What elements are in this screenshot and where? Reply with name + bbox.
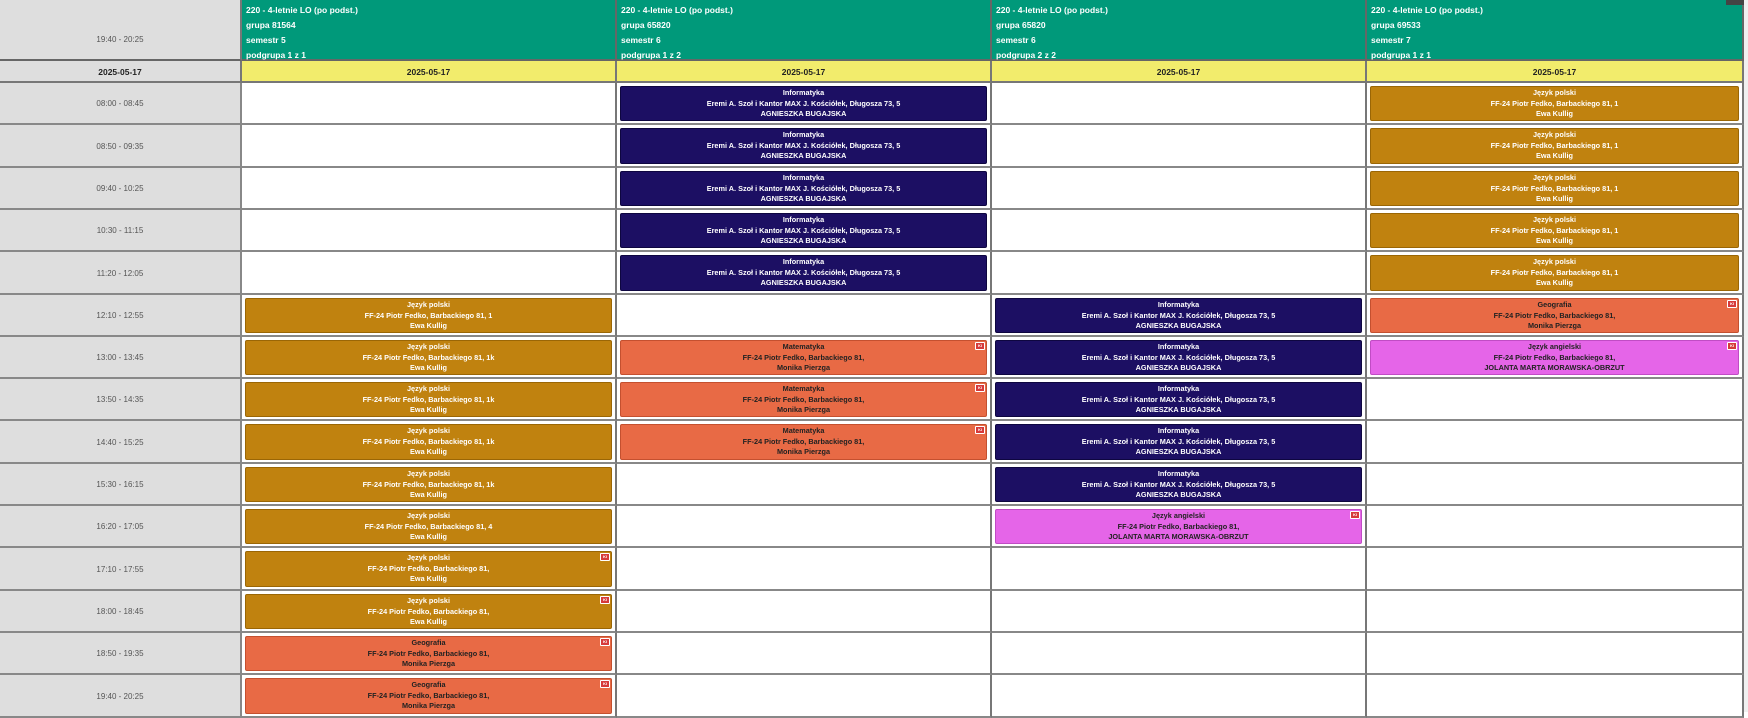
lesson-location: FF-24 Piotr Fedko, Barbackiego 81, 4 <box>364 521 493 531</box>
lesson-block[interactable] <box>995 509 1362 544</box>
lesson-location: FF-24 Piotr Fedko, Barbackiego 81, 1 <box>1490 140 1619 150</box>
group-header-1 <box>242 0 617 61</box>
lesson-subject: Informatyka <box>782 173 825 182</box>
timetable-slot[interactable] <box>1367 548 1744 591</box>
lesson-teacher: Ewa Kullig <box>410 574 447 583</box>
timetable-slot[interactable] <box>1367 421 1744 464</box>
lesson-teacher: AGNIESZKA BUGAJSKA <box>760 109 847 118</box>
timetable-slot[interactable] <box>242 168 617 210</box>
group-header-line: semestr 7 <box>1371 35 1411 45</box>
lesson-subject: Matematyka <box>782 426 825 435</box>
time-label: 14:40 - 15:25 <box>0 421 242 464</box>
lesson-teacher: Monika Pierzga <box>401 659 456 668</box>
timetable-slot[interactable] <box>992 125 1367 168</box>
timetable-slot[interactable] <box>617 464 992 506</box>
lesson-block[interactable] <box>620 340 987 375</box>
lesson-teacher: Ewa Kullig <box>1536 194 1573 203</box>
group-header-line: grupa 65820 <box>996 20 1046 30</box>
lesson-location: FF-24 Piotr Fedko, Barbackiego 81, 1k <box>362 436 495 446</box>
group-header-line: grupa 81564 <box>246 20 296 30</box>
ki-badge-icon: KI <box>975 426 985 434</box>
group-header-line: podgrupa 1 z 1 <box>246 50 306 60</box>
scrollbar-thumb[interactable] <box>1726 0 1744 5</box>
lesson-teacher: Ewa Kullig <box>1536 109 1573 118</box>
group-header-4 <box>1367 0 1744 61</box>
lesson-teacher: Ewa Kullig <box>1536 151 1573 160</box>
lesson-subject: Język angielski <box>1527 342 1582 351</box>
timetable-slot[interactable] <box>617 633 992 675</box>
group-header-line: 220 - 4-letnie LO (po podst.) <box>621 5 733 15</box>
lesson-subject: Geografia <box>1537 300 1572 309</box>
timetable-slot[interactable] <box>992 591 1367 633</box>
lesson-location: Eremi A. Szoł i Kantor MAX J. Kościółek, Długosza 73, 5 <box>1081 352 1276 362</box>
lesson-subject: Język polski <box>407 342 450 351</box>
lesson-block[interactable] <box>620 213 987 248</box>
ki-badge-icon: KI <box>1727 300 1737 308</box>
ki-badge-icon: KI <box>975 342 985 350</box>
lesson-block[interactable] <box>620 171 987 206</box>
lesson-teacher: AGNIESZKA BUGAJSKA <box>760 194 847 203</box>
lesson-block[interactable] <box>1370 128 1739 164</box>
lesson-teacher: Ewa Kullig <box>410 617 447 626</box>
lesson-subject: Język polski <box>407 511 450 520</box>
scrollbar-track[interactable] <box>1744 0 1748 712</box>
lesson-block[interactable] <box>995 340 1362 375</box>
timetable-slot[interactable] <box>992 252 1367 295</box>
group-header-line: semestr 6 <box>621 35 661 45</box>
lesson-block[interactable] <box>245 298 612 333</box>
lesson-block[interactable] <box>245 509 612 544</box>
lesson-location: Eremi A. Szoł i Kantor MAX J. Kościółek, Długosza 73, 5 <box>706 140 901 150</box>
lesson-teacher: AGNIESZKA BUGAJSKA <box>1135 405 1222 414</box>
time-label: 15:30 - 16:15 <box>0 464 242 506</box>
ki-badge-icon: KI <box>1727 342 1737 350</box>
lesson-block[interactable] <box>620 128 987 164</box>
lesson-block[interactable] <box>245 594 612 629</box>
lesson-subject: Matematyka <box>782 342 825 351</box>
lesson-block[interactable] <box>1370 340 1739 375</box>
group-header-line: podgrupa 2 z 2 <box>996 50 1056 60</box>
lesson-teacher: AGNIESZKA BUGAJSKA <box>760 278 847 287</box>
lesson-location: FF-24 Piotr Fedko, Barbackiego 81, 1 <box>364 310 493 320</box>
timetable-slot[interactable] <box>992 633 1367 675</box>
lesson-subject: Język polski <box>1533 130 1576 139</box>
lesson-subject: Informatyka <box>1157 342 1200 351</box>
lesson-teacher: Ewa Kullig <box>410 321 447 330</box>
lesson-subject: Język polski <box>407 469 450 478</box>
time-label: 12:10 - 12:55 <box>0 295 242 337</box>
corner-time-label: 19:40 - 20:25 <box>0 0 242 61</box>
group-date-1: 2025-05-17 <box>242 61 617 83</box>
lesson-subject: Język polski <box>407 426 450 435</box>
lesson-block[interactable] <box>995 424 1362 460</box>
timetable-slot[interactable] <box>242 125 617 168</box>
lesson-teacher: Monika Pierzga <box>401 701 456 710</box>
lesson-subject: Język polski <box>407 300 450 309</box>
lesson-block[interactable] <box>995 467 1362 502</box>
group-header-line: semestr 6 <box>996 35 1036 45</box>
timetable-slot[interactable] <box>242 210 617 252</box>
lesson-teacher: Ewa Kullig <box>410 405 447 414</box>
lesson-location: FF-24 Piotr Fedko, Barbackiego 81, 1 <box>1490 267 1619 277</box>
lesson-teacher: Monika Pierzga <box>1527 321 1582 330</box>
lesson-subject: Język polski <box>407 596 450 605</box>
group-date-3: 2025-05-17 <box>992 61 1367 83</box>
group-header-line: grupa 69533 <box>1371 20 1421 30</box>
time-label: 18:50 - 19:35 <box>0 633 242 675</box>
timetable-slot[interactable] <box>992 83 1367 125</box>
lesson-teacher: Ewa Kullig <box>410 447 447 456</box>
ki-badge-icon: KI <box>600 553 610 561</box>
lesson-subject: Informatyka <box>1157 300 1200 309</box>
timetable-slot[interactable] <box>617 591 992 633</box>
lesson-block[interactable] <box>245 424 612 460</box>
time-label: 11:20 - 12:05 <box>0 252 242 295</box>
timetable-slot[interactable] <box>242 252 617 295</box>
lesson-subject: Język polski <box>1533 257 1576 266</box>
lesson-block[interactable] <box>620 382 987 417</box>
time-label: 13:50 - 14:35 <box>0 379 242 421</box>
lesson-location: FF-24 Piotr Fedko, Barbackiego 81, <box>742 436 865 446</box>
lesson-block[interactable] <box>1370 213 1739 248</box>
lesson-teacher: Ewa Kullig <box>410 490 447 499</box>
lesson-block[interactable] <box>620 255 987 291</box>
lesson-subject: Informatyka <box>782 130 825 139</box>
group-header-line: semestr 5 <box>246 35 286 45</box>
lesson-location: FF-24 Piotr Fedko, Barbackiego 81, <box>1493 352 1616 362</box>
group-date-2: 2025-05-17 <box>617 61 992 83</box>
ki-badge-icon: KI <box>975 384 985 392</box>
time-label: 09:40 - 10:25 <box>0 168 242 210</box>
timetable-slot[interactable] <box>242 83 617 125</box>
lesson-block[interactable] <box>1370 171 1739 206</box>
ki-badge-icon: KI <box>600 596 610 604</box>
group-header-2 <box>617 0 992 61</box>
lesson-subject: Język polski <box>1533 215 1576 224</box>
lesson-location: FF-24 Piotr Fedko, Barbackiego 81, <box>367 563 490 573</box>
time-label: 08:50 - 09:35 <box>0 125 242 168</box>
lesson-block[interactable] <box>620 86 987 121</box>
lesson-location: FF-24 Piotr Fedko, Barbackiego 81, 1 <box>1490 183 1619 193</box>
timetable-slot[interactable] <box>1367 591 1744 633</box>
lesson-block[interactable] <box>1370 255 1739 291</box>
lesson-subject: Język polski <box>407 553 450 562</box>
group-header-line: podgrupa 1 z 1 <box>1371 50 1431 60</box>
lesson-location: Eremi A. Szoł i Kantor MAX J. Kościółek, Długosza 73, 5 <box>1081 310 1276 320</box>
lesson-subject: Geografia <box>411 680 446 689</box>
lesson-subject: Informatyka <box>782 257 825 266</box>
lesson-location: Eremi A. Szoł i Kantor MAX J. Kościółek, Długosza 73, 5 <box>706 98 901 108</box>
time-label: 10:30 - 11:15 <box>0 210 242 252</box>
lesson-location: FF-24 Piotr Fedko, Barbackiego 81, <box>742 352 865 362</box>
lesson-teacher: AGNIESZKA BUGAJSKA <box>1135 321 1222 330</box>
lesson-location: FF-24 Piotr Fedko, Barbackiego 81, <box>1117 521 1240 531</box>
lesson-teacher: Ewa Kullig <box>1536 278 1573 287</box>
timetable-slot[interactable] <box>1367 464 1744 506</box>
timetable-slot[interactable] <box>1367 633 1744 675</box>
lesson-teacher: Ewa Kullig <box>410 363 447 372</box>
group-header-line: podgrupa 1 z 2 <box>621 50 681 60</box>
lesson-location: FF-24 Piotr Fedko, Barbackiego 81, 1k <box>362 479 495 489</box>
lesson-teacher: AGNIESZKA BUGAJSKA <box>760 151 847 160</box>
lesson-block[interactable] <box>1370 298 1739 333</box>
ki-badge-icon: KI <box>600 638 610 646</box>
lesson-block[interactable] <box>245 678 612 714</box>
ki-badge-icon: KI <box>1350 511 1360 519</box>
lesson-block[interactable] <box>245 636 612 671</box>
lesson-location: FF-24 Piotr Fedko, Barbackiego 81, 1 <box>1490 225 1619 235</box>
lesson-location: Eremi A. Szoł i Kantor MAX J. Kościółek, Długosza 73, 5 <box>1081 436 1276 446</box>
lesson-teacher: Ewa Kullig <box>1536 236 1573 245</box>
lesson-subject: Język angielski <box>1151 511 1206 520</box>
lesson-block[interactable] <box>620 424 987 460</box>
time-label: 16:20 - 17:05 <box>0 506 242 548</box>
time-label: 17:10 - 17:55 <box>0 548 242 591</box>
lesson-location: Eremi A. Szoł i Kantor MAX J. Kościółek, Długosza 73, 5 <box>706 267 901 277</box>
lesson-block[interactable] <box>245 340 612 375</box>
lesson-subject: Język polski <box>1533 88 1576 97</box>
lesson-subject: Język polski <box>1533 173 1576 182</box>
timetable-slot[interactable] <box>992 168 1367 210</box>
lesson-teacher: Monika Pierzga <box>776 405 831 414</box>
group-header-line: 220 - 4-letnie LO (po podst.) <box>1371 5 1483 15</box>
timetable-slot[interactable] <box>617 506 992 548</box>
time-label: 13:00 - 13:45 <box>0 337 242 379</box>
lesson-location: FF-24 Piotr Fedko, Barbackiego 81, <box>742 394 865 404</box>
lesson-block[interactable] <box>995 382 1362 417</box>
lesson-teacher: AGNIESZKA BUGAJSKA <box>760 236 847 245</box>
lesson-subject: Język polski <box>407 384 450 393</box>
lesson-location: Eremi A. Szoł i Kantor MAX J. Kościółek, Długosza 73, 5 <box>1081 394 1276 404</box>
lesson-location: FF-24 Piotr Fedko, Barbackiego 81, <box>367 648 490 658</box>
lesson-teacher: AGNIESZKA BUGAJSKA <box>1135 490 1222 499</box>
lesson-subject: Informatyka <box>782 88 825 97</box>
lesson-location: FF-24 Piotr Fedko, Barbackiego 81, <box>367 690 490 700</box>
lesson-teacher: Ewa Kullig <box>410 532 447 541</box>
lesson-block[interactable] <box>245 382 612 417</box>
timetable-slot[interactable] <box>1367 506 1744 548</box>
group-header-line: 220 - 4-letnie LO (po podst.) <box>996 5 1108 15</box>
lesson-location: FF-24 Piotr Fedko, Barbackiego 81, <box>367 606 490 616</box>
time-label: 19:40 - 20:25 <box>0 675 242 718</box>
lesson-subject: Geografia <box>411 638 446 647</box>
timetable-slot[interactable] <box>617 295 992 337</box>
lesson-location: FF-24 Piotr Fedko, Barbackiego 81, 1k <box>362 394 495 404</box>
ki-badge-icon: KI <box>600 680 610 688</box>
lesson-teacher: Monika Pierzga <box>776 447 831 456</box>
lesson-teacher: AGNIESZKA BUGAJSKA <box>1135 447 1222 456</box>
lesson-subject: Informatyka <box>782 215 825 224</box>
lesson-block[interactable] <box>1370 86 1739 121</box>
lesson-subject: Informatyka <box>1157 469 1200 478</box>
timetable-slot[interactable] <box>992 548 1367 591</box>
lesson-block[interactable] <box>245 467 612 502</box>
lesson-subject: Informatyka <box>1157 426 1200 435</box>
lesson-block[interactable] <box>995 298 1362 333</box>
timetable-slot[interactable] <box>992 210 1367 252</box>
lesson-location: Eremi A. Szoł i Kantor MAX J. Kościółek, Długosza 73, 5 <box>1081 479 1276 489</box>
group-header-3 <box>992 0 1367 61</box>
lesson-location: FF-24 Piotr Fedko, Barbackiego 81, <box>1493 310 1616 320</box>
time-label: 08:00 - 08:45 <box>0 83 242 125</box>
lesson-teacher: Monika Pierzga <box>776 363 831 372</box>
lesson-location: FF-24 Piotr Fedko, Barbackiego 81, 1 <box>1490 98 1619 108</box>
timetable-slot[interactable] <box>617 548 992 591</box>
corner-date-label: 2025-05-17 <box>0 61 242 83</box>
lesson-block[interactable] <box>245 551 612 587</box>
lesson-location: FF-24 Piotr Fedko, Barbackiego 81, 1k <box>362 352 495 362</box>
lesson-location: Eremi A. Szoł i Kantor MAX J. Kościółek, Długosza 73, 5 <box>706 225 901 235</box>
lesson-teacher: JOLANTA MARTA MORAWSKA-OBRZUT <box>1108 532 1249 541</box>
lesson-teacher: JOLANTA MARTA MORAWSKA-OBRZUT <box>1484 363 1625 372</box>
timetable-slot[interactable] <box>1367 379 1744 421</box>
lesson-subject: Informatyka <box>1157 384 1200 393</box>
group-date-4: 2025-05-17 <box>1367 61 1744 83</box>
lesson-location: Eremi A. Szoł i Kantor MAX J. Kościółek, Długosza 73, 5 <box>706 183 901 193</box>
lesson-subject: Matematyka <box>782 384 825 393</box>
time-label: 18:00 - 18:45 <box>0 591 242 633</box>
group-header-line: 220 - 4-letnie LO (po podst.) <box>246 5 358 15</box>
lesson-teacher: AGNIESZKA BUGAJSKA <box>1135 363 1222 372</box>
group-header-line: grupa 65820 <box>621 20 671 30</box>
